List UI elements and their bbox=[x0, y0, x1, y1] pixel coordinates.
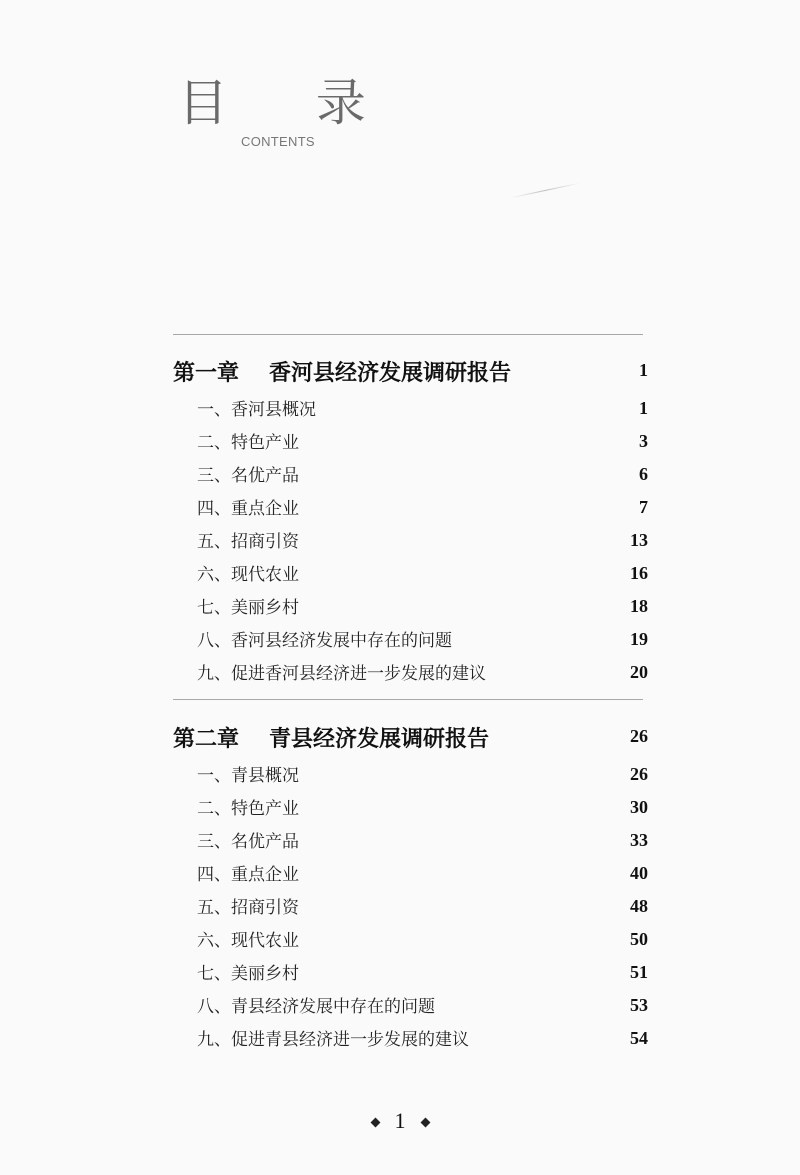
diamond-left-icon bbox=[370, 1118, 380, 1128]
page-subtitle: CONTENTS bbox=[241, 134, 315, 149]
toc-entry-page: 40 bbox=[630, 863, 648, 883]
chapter-page-number: 26 bbox=[630, 726, 648, 746]
chapter-heading[interactable] bbox=[173, 724, 648, 762]
chapter-name: 青县经济发展调研报告 bbox=[269, 726, 490, 752]
toc-entry[interactable] bbox=[173, 762, 648, 795]
toc-entry-page: 51 bbox=[630, 962, 648, 982]
toc-entry-page: 30 bbox=[630, 797, 648, 817]
toc-entry-page: 20 bbox=[630, 662, 648, 682]
toc-entry[interactable] bbox=[173, 660, 648, 693]
toc-entry-label: 五、招商引资 bbox=[197, 532, 299, 552]
toc-entry-label: 九、促进香河县经济进一步发展的建议 bbox=[197, 664, 486, 684]
toc-entry[interactable] bbox=[173, 828, 648, 861]
toc-entry-page: 50 bbox=[630, 929, 648, 949]
toc-entry-page: 6 bbox=[639, 464, 648, 484]
chapter-divider bbox=[173, 699, 643, 700]
chapter-name: 香河县经济发展调研报告 bbox=[269, 360, 512, 386]
toc-entry-label: 六、现代农业 bbox=[197, 565, 299, 585]
toc-entry-label: 七、美丽乡村 bbox=[197, 964, 299, 984]
toc-entry-label: 七、美丽乡村 bbox=[197, 598, 299, 618]
page-title: 目 录 bbox=[178, 74, 402, 132]
toc-entry-page: 33 bbox=[630, 830, 648, 850]
toc-entry-label: 八、香河县经济发展中存在的问题 bbox=[197, 631, 452, 651]
chapter-title bbox=[173, 358, 511, 388]
chapter-heading[interactable] bbox=[173, 358, 648, 396]
chapter-number: 第一章 bbox=[173, 360, 240, 386]
toc-entry-label: 四、重点企业 bbox=[197, 865, 299, 885]
footer-page-number: 1 bbox=[394, 1108, 406, 1133]
toc-entry[interactable] bbox=[173, 1026, 648, 1059]
chapter-1 bbox=[173, 358, 648, 693]
diamond-right-icon bbox=[420, 1118, 430, 1128]
toc-entry-label: 三、名优产品 bbox=[197, 466, 299, 486]
toc-entry-label: 一、香河县概况 bbox=[197, 400, 316, 420]
toc-entry-label: 二、特色产业 bbox=[197, 799, 299, 819]
chapter-number: 第二章 bbox=[173, 726, 240, 752]
toc-entry[interactable] bbox=[173, 993, 648, 1026]
toc-entry-label: 四、重点企业 bbox=[197, 499, 299, 519]
chapter-divider bbox=[173, 334, 643, 335]
chapter-title bbox=[173, 724, 489, 754]
toc-entry-label: 三、名优产品 bbox=[197, 832, 299, 852]
toc-entry[interactable] bbox=[173, 429, 648, 462]
toc-entry-label: 六、现代农业 bbox=[197, 931, 299, 951]
toc-entry-label: 五、招商引资 bbox=[197, 898, 299, 918]
toc-entry-page: 18 bbox=[630, 596, 648, 616]
toc-entry-label: 一、青县概况 bbox=[197, 766, 299, 786]
toc-entry[interactable] bbox=[173, 927, 648, 960]
toc-entry-page: 16 bbox=[630, 563, 648, 583]
toc-entry[interactable] bbox=[173, 960, 648, 993]
chapter-2 bbox=[173, 724, 648, 1059]
toc-entry[interactable] bbox=[173, 627, 648, 660]
toc-entry-label: 二、特色产业 bbox=[197, 433, 299, 453]
toc-entry-label: 九、促进青县经济进一步发展的建议 bbox=[197, 1030, 469, 1050]
toc-entry-page: 54 bbox=[630, 1028, 648, 1048]
toc-entry-page: 7 bbox=[639, 497, 648, 517]
toc-entry[interactable] bbox=[173, 795, 648, 828]
toc-entry-page: 19 bbox=[630, 629, 648, 649]
toc-entry-page: 3 bbox=[639, 431, 648, 451]
scan-mark bbox=[511, 183, 580, 199]
chapter-page-number: 1 bbox=[639, 360, 648, 380]
toc-entry-page: 13 bbox=[630, 530, 648, 550]
toc-entry-page: 26 bbox=[630, 764, 648, 784]
toc-entry-page: 48 bbox=[630, 896, 648, 916]
toc-entry[interactable] bbox=[173, 396, 648, 429]
toc-entry-label: 八、青县经济发展中存在的问题 bbox=[197, 997, 435, 1017]
toc-entry-page: 1 bbox=[639, 398, 648, 418]
toc-entry-page: 53 bbox=[630, 995, 648, 1015]
toc-entry[interactable] bbox=[173, 528, 648, 561]
toc-entry[interactable] bbox=[173, 495, 648, 528]
page-footer bbox=[0, 1108, 800, 1134]
toc-entry[interactable] bbox=[173, 894, 648, 927]
toc-entry[interactable] bbox=[173, 861, 648, 894]
toc-entry[interactable] bbox=[173, 594, 648, 627]
toc-entry[interactable] bbox=[173, 462, 648, 495]
toc-entry[interactable] bbox=[173, 561, 648, 594]
